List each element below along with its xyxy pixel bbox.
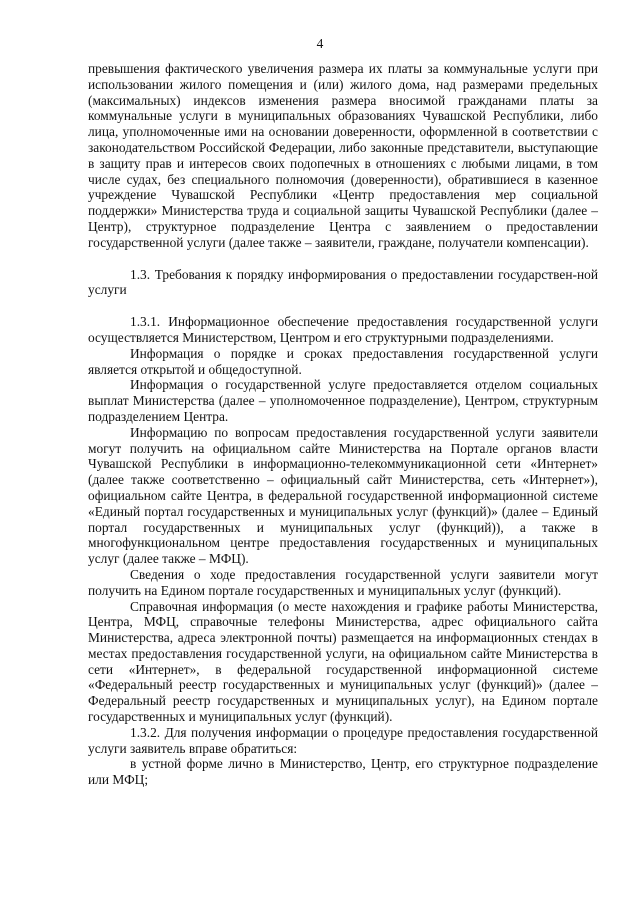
paragraph-info-sources: Информацию по вопросам предоставления государственной услуги заявители могут получить на официальном сайте Министерства на Портале органов власти Чувашской Республики в информационно-телекоммуникационной сети «Интернет» (далее также соответственно – официальный сайт Министерства, сеть «Интернет»), официальном сайте Центра, в федеральной государственной информационной системе «Единый портал государственных и муниципальных услуг (функций)» (далее – Единый портал государственных и муниципальных услуг (функций)), а также в многофункциональном центре предоставления государственных и муниципальных услуг (далее также – МФЦ). [88, 424, 598, 567]
document-body [88, 61, 598, 788]
section-heading-1-3: 1.3. Требования к порядку информирования о предоставлении государствен-ной услуги [88, 266, 598, 298]
paragraph-info-provided: Информация о государственной услуге предоставляется отделом социальных выплат Министерства (далее – уполномоченное подразделение), Центром, структурным подразделением Центра. [88, 377, 598, 424]
page-number: 4 [316, 36, 324, 51]
paragraph-reference-info: Справочная информация (о месте нахождения и графике работы Министерства, Центра, МФЦ, справочные телефоны Министерства, адрес официального сайта Министерства, адреса электронной почты) размещается на информационных стендах в местах предоставления государственной услуги, на официальном сайте Министерства в сети «Интернет», в федеральной государственной информационной системе «Федеральный реестр государственных и муниципальных услуг (функций)» (далее – Федеральный реестр государственных и муниципальных услуг), на Едином портале государственных и муниципальных услуг (функций). [88, 598, 598, 725]
paragraph-1-3-2: 1.3.2. Для получения информации о процедуре предоставления государственной услуги заявитель вправе обратиться: [88, 724, 598, 756]
paragraph-1-3-1: 1.3.1. Информационное обеспечение предоставления государственной услуги осуществляется Министерством, Центром и его структурными подразделениями. [88, 314, 598, 345]
paragraph-applicants: превышения фактического увеличения размера их платы за коммунальные услуги при использовании жилого помещения и (или) жилого дома, над размерами предельных (максимальных) индексов изменения размера вносимой гражданами платы за коммунальные услуги в муниципальных образованиях Чувашской Республики, либо лица, уполномоченные ими на основании доверенности, оформленной в соответствии с законодательством Российской Федерации, либо законные представители, выступающие в защиту прав и интересов своих подопечных в отношениях с любыми лицами, в том числе судах, без специального полномочия (доверенности), обратившиеся в казенное учреждение Чувашской Республики «Центр предоставления мер социальной поддержки» Министерства труда и социальной защиты Чувашской Республики (далее – Центр), структурное подразделение Центра с заявлением о предоставлении государственной услуги (далее также – заявители, граждане, получатели компенсации). [88, 61, 598, 250]
paragraph-progress-info: Сведения о ходе предоставления государственной услуги заявители могут получить на Едином портале государственных и муниципальных услуг (функций). [88, 566, 598, 598]
paragraph-oral-form: в устной форме лично в Министерство, Центр, его структурное подразделение или МФЦ; [88, 756, 598, 788]
paragraph-info-open: Информация о порядке и сроках предоставления государственной услуги является открытой и общедоступной. [88, 345, 598, 377]
